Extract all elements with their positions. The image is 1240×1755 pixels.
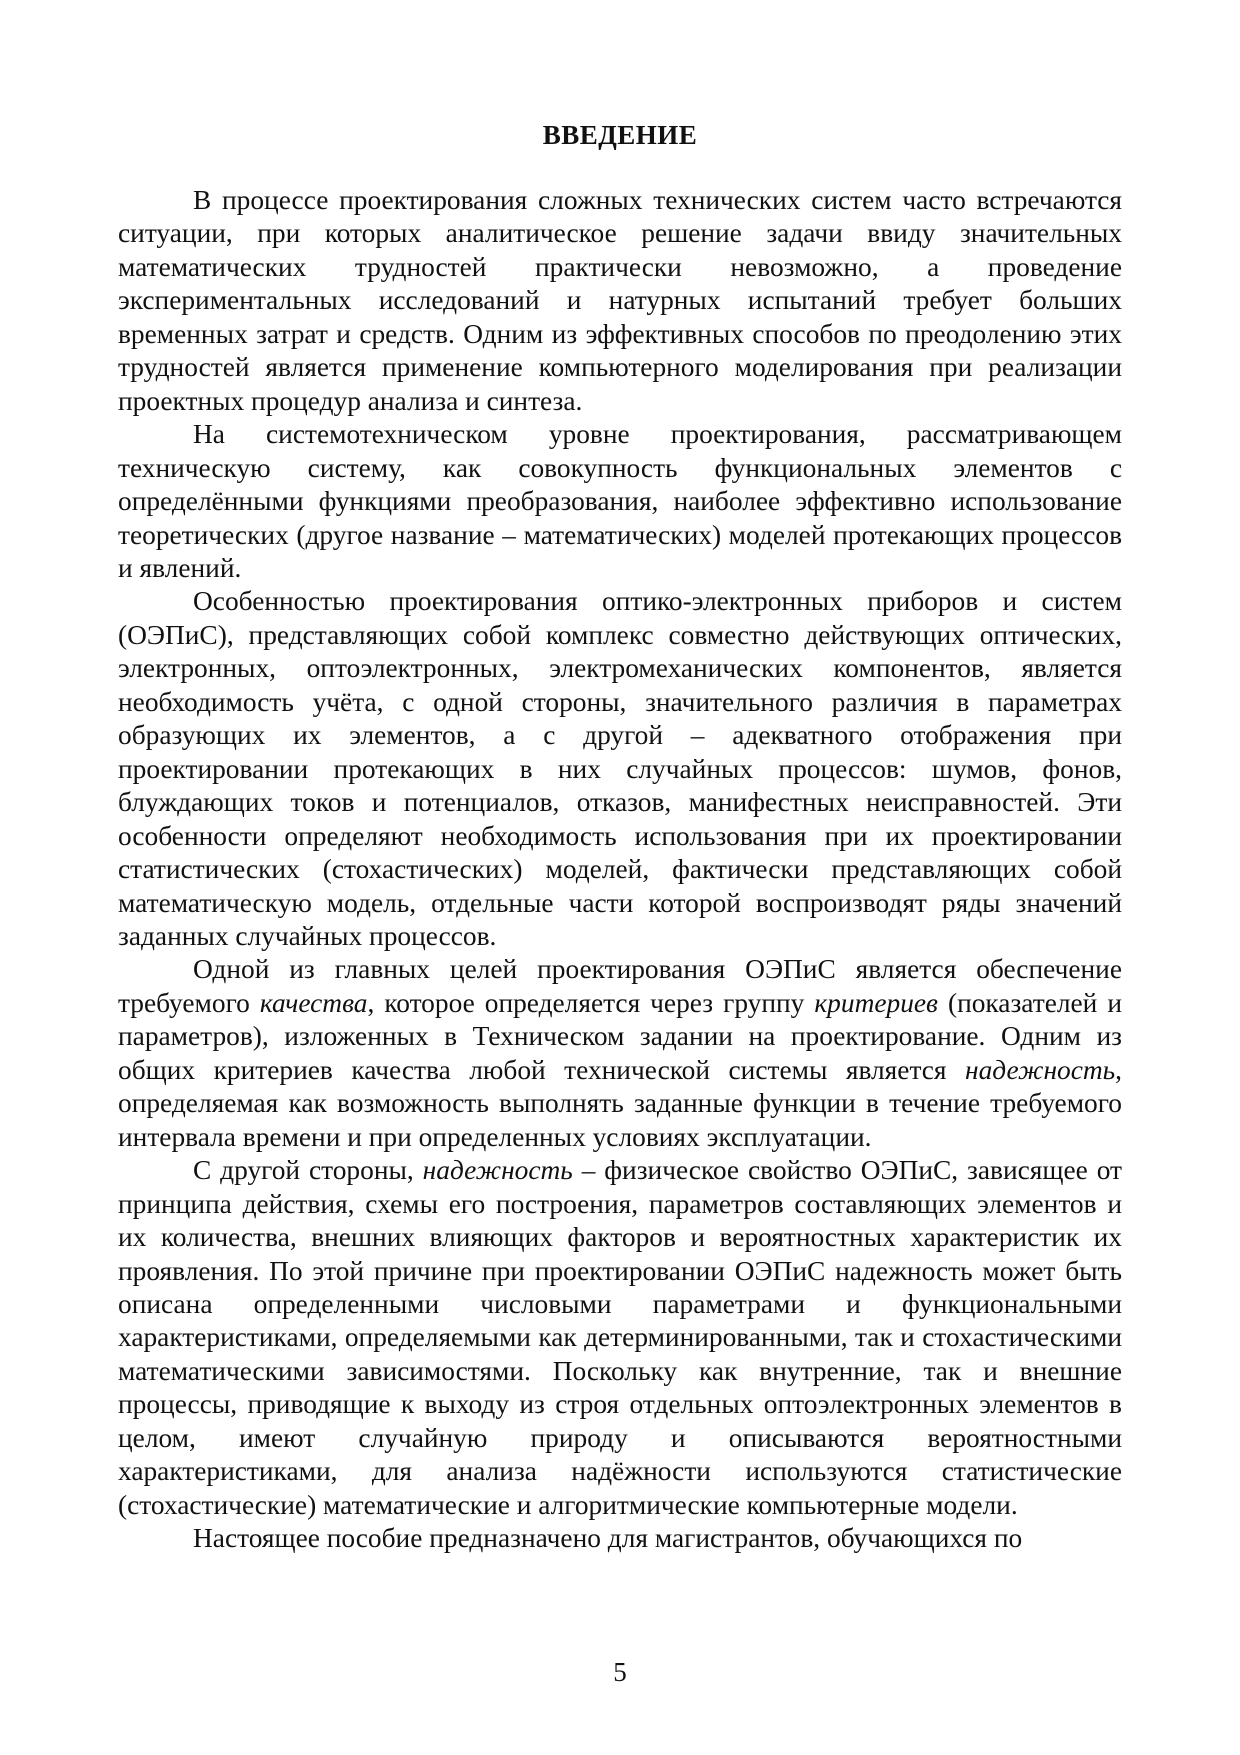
text-run: На системотехническом уровне проектирования, рассматривающем техническую систему, как совокупность функциональных элементов с определёнными функциями преобразования, наиболее эффективно использование теоретических (другое название – математических) моделей протекающих процессов и явлений. <box>118 419 1122 583</box>
text-run: – физическое свойство ОЭПиС, зависящее от принципа действия, схемы его построения, параметров составляющих элементов и их количества, внешних влияющих факторов и вероятностных характеристик их проявления. По этой причине при проектировании ОЭПиС надежность может быть описана определенными числовыми параметрами и функциональными характеристиками, определяемыми как детерминированными, так и стохастическими математическими зависимостями. Поскольку как внутренние, так и внешние процессы, приводящие к выходу из строя отдельных оптоэлектронных элементов в целом, имеют случайную природу и описываются вероятностными характеристиками, для анализа надёжности используются статистические (стохастические) математические и алгоритмические компьютерные модели. <box>118 1155 1122 1520</box>
text-run: В процессе проектирования сложных технических систем часто встречаются ситуации, при которых аналитическое решение задачи ввиду значительных математических трудностей практически невозможно, а проведение экспериментальных исследований и натурных испытаний требует больших временных затрат и средств. Одним из эффективных способов по преодолению этих трудностей является применение компьютерного моделирования при реализации проектных процедур анализа и синтеза. <box>118 185 1122 416</box>
paragraph <box>118 184 1122 418</box>
text-run: Особенностью проектирования оптико-электронных приборов и систем (ОЭПиС), представляющих собой комплекс совместно действующих оптических, электронных, оптоэлектронных, электромеханических компонентов, является необходимость учёта, с одной стороны, значительного различия в параметрах образующих их элементов, а с другой – адекватного отображения при проектировании протекающих в них случайных процессов: шумов, фонов, блуждающих токов и потенциалов, отказов, манифестных неисправностей. Эти особенности определяют необходимость использования при их проектировании статистических (стохастических) моделей, фактически представляющих собой математическую модель, отдельные части которой воспроизводят ряды значений заданных случайных процессов. <box>118 586 1122 951</box>
italic-term: критериев <box>814 987 938 1018</box>
paragraph <box>118 418 1122 585</box>
italic-term: качества <box>259 987 368 1018</box>
page-number: 5 <box>613 1657 627 1687</box>
text-run: , которое определяется через группу <box>367 987 815 1018</box>
paragraph <box>118 1154 1122 1522</box>
text-run: (показателей и параметров), изложенных в Техническом задании на проектирование. Одним из общих критериев качества любой технической системы является <box>118 987 1122 1085</box>
italic-term: надежность <box>965 1054 1116 1085</box>
paragraph <box>118 953 1122 1154</box>
text-run: , определяемая как возможность выполнять заданные функции в течение требуемого интервала времени и при определенных условиях эксплуатации. <box>118 1054 1122 1152</box>
text-run: Одной из главных целей проектирования ОЭПиС является обеспечение требуемого <box>118 954 1122 1018</box>
paragraph <box>118 585 1122 953</box>
text-run: С другой стороны, <box>193 1155 423 1186</box>
body-text <box>118 184 1122 1556</box>
section-heading: ВВЕДЕНИЕ <box>542 120 698 150</box>
italic-term: надежность <box>422 1155 573 1186</box>
paragraph-last <box>118 1522 1122 1555</box>
text-run: Настоящее пособие предназначено для магистрантов, обучающихся по <box>193 1523 1023 1554</box>
